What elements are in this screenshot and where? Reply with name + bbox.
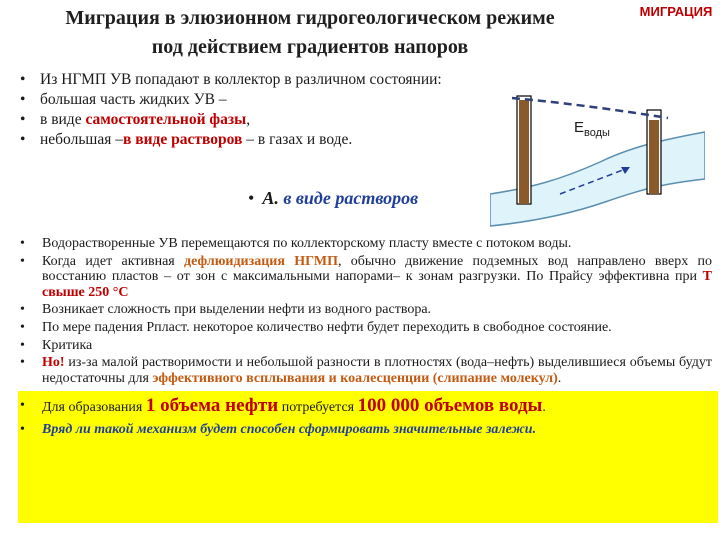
list-item bbox=[20, 254, 712, 301]
subheading-text: в виде растворов bbox=[283, 188, 419, 208]
bullet-7-big-2: 100 000 объемов воды bbox=[357, 395, 543, 417]
title-line-2: под действием градиентов напоров bbox=[151, 36, 469, 58]
intro-item bbox=[20, 70, 540, 90]
intro-text-4b: – в газах и воде. bbox=[242, 131, 353, 148]
bullet-3-text: Возникает сложность при выделении нефти из водного раствора. bbox=[42, 302, 432, 318]
intro-text-4-red: в виде растворов bbox=[122, 131, 243, 148]
subheading-bullet: • bbox=[248, 188, 255, 208]
bullet-6-b: . bbox=[557, 370, 562, 386]
aquifer-diagram bbox=[490, 84, 705, 229]
subheading-letter: А. bbox=[262, 188, 279, 208]
intro-text-1: Из НГМП УВ попадают в коллектор в различном состоянии: bbox=[40, 71, 442, 88]
section-badge: МИГРАЦИЯ bbox=[639, 4, 713, 19]
energy-label: $Е_{воды}$ bbox=[574, 119, 610, 139]
list-item bbox=[20, 338, 712, 354]
bullet-1-text: Водорастворенные УВ перемещаются по коллекторскому пласту вместе с потоком воды. bbox=[42, 236, 572, 251]
bullet-7-b: потребуется bbox=[278, 400, 358, 416]
list-item bbox=[20, 395, 712, 417]
main-list bbox=[20, 236, 712, 438]
bullet-2-b: , обычно движение подземных вод направлено вверх по восстанию пластов – от зон с максимальными напорами– к зонам разгрузки. По Прайсу эффективна при bbox=[42, 253, 713, 285]
intro-item bbox=[20, 90, 540, 110]
intro-list bbox=[20, 70, 540, 150]
intro-text-3-red: самостоятельной фазы bbox=[85, 111, 247, 128]
intro-text-3a: в виде bbox=[40, 111, 86, 128]
bullet-8-text: Вряд ли такой механизм будет способен сформировать значительные залежи. bbox=[42, 421, 537, 437]
bullet-2-orange: дефлюидизация НГМП bbox=[184, 253, 338, 269]
bullet-2-a: Когда идет активная bbox=[42, 253, 185, 269]
left-well-water bbox=[519, 100, 529, 204]
right-well-water bbox=[649, 120, 659, 194]
intro-text-4a: небольшая – bbox=[40, 131, 123, 148]
bullet-7-c: . bbox=[542, 400, 546, 416]
list-item bbox=[20, 355, 712, 386]
title-line-1: Миграция в элюзионном гидрогеологическом режиме bbox=[65, 7, 555, 29]
list-item bbox=[20, 320, 712, 336]
intro-text-2: большая часть жидких УВ – bbox=[40, 91, 227, 108]
list-item bbox=[20, 422, 712, 438]
bullet-4-text: По мере падения Рпласт. некоторое количество нефти будет переходить в свободное состояние. bbox=[42, 319, 612, 335]
list-item bbox=[20, 236, 712, 252]
intro-text-3b: , bbox=[246, 111, 251, 128]
page-title bbox=[0, 4, 620, 62]
bullet-5-text: Критика bbox=[42, 337, 93, 353]
list-item bbox=[20, 302, 712, 318]
bullet-6-orange: эффективного всплывания и коалесценции (слипание молекул) bbox=[152, 370, 558, 386]
intro-item bbox=[20, 130, 540, 150]
bullet-6-a: из-за малой растворимости и небольшой разности в плотностях (вода–нефть) выделившиеся объемы будут недостаточны для bbox=[42, 355, 712, 386]
bullet-2-red: Т свыше 250 °С bbox=[42, 269, 712, 300]
intro-item bbox=[20, 110, 540, 130]
bullet-7-big-1: 1 объема нефти bbox=[145, 395, 279, 417]
subheading bbox=[248, 188, 418, 209]
piezometric-line bbox=[512, 98, 668, 118]
bullet-7-a: Для образования bbox=[42, 400, 146, 416]
bullet-6-red: Но! bbox=[42, 355, 65, 371]
